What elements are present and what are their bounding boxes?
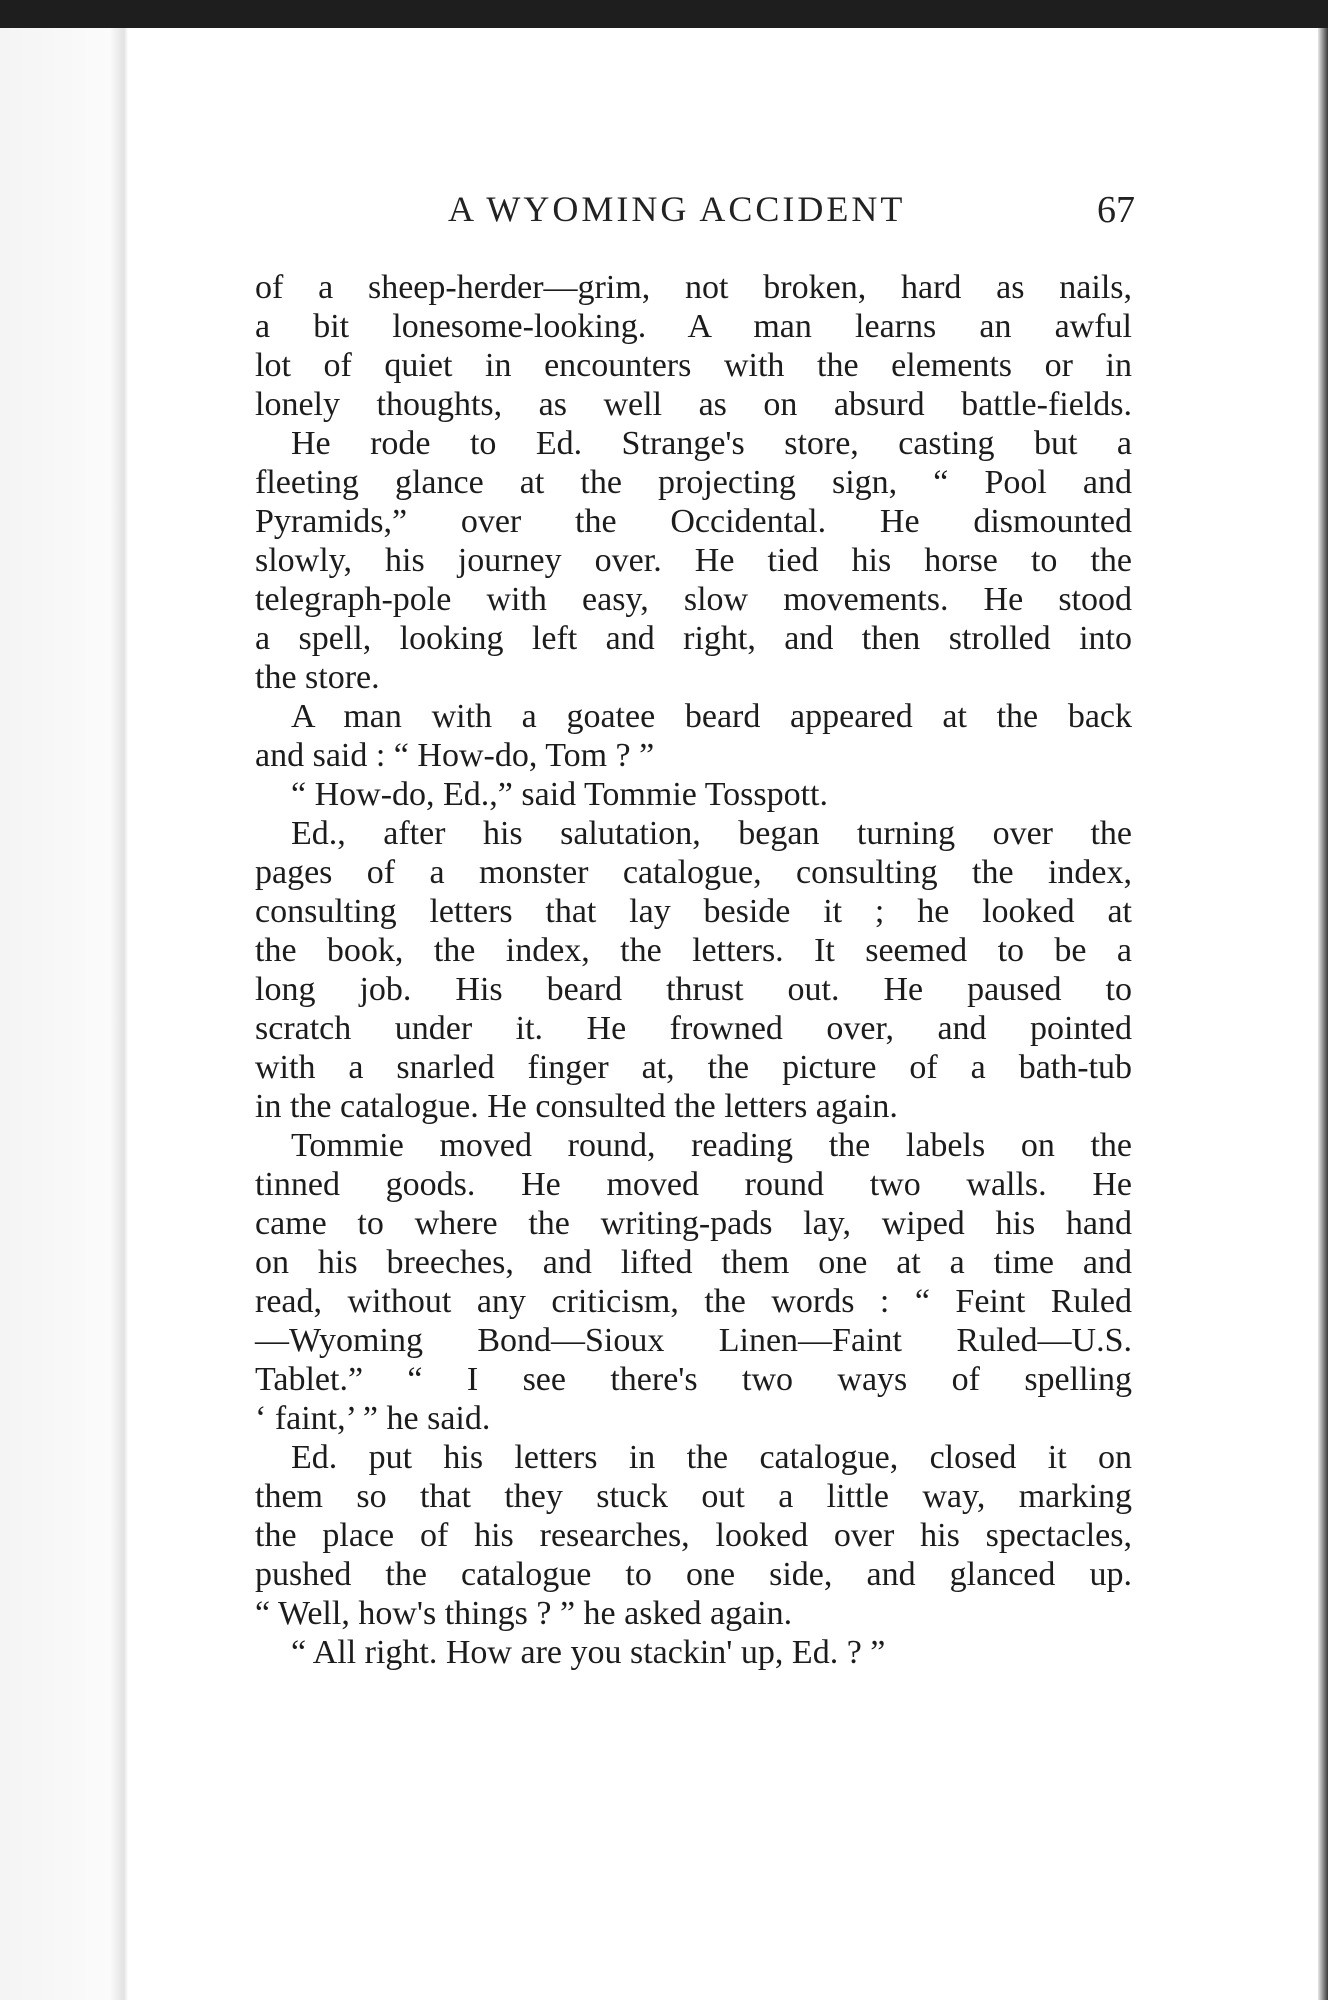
text-line: on his breeches, and lifted them one at a time and [255,1244,1132,1281]
text-line: the place of his researches, looked over his spectacles, [255,1517,1132,1554]
text-line: read, without any criticism, the words : “ Feint Ruled [255,1283,1132,1320]
text-line: “ All right. How are you stackin' up, Ed. ? ” [291,1634,886,1671]
text-line: Ed. put his letters in the catalogue, closed it on [291,1439,1132,1476]
text-line: Pyramids,” over the Occidental. He dismounted [255,503,1132,540]
text-line: ‘ faint,’ ” he said. [255,1400,491,1437]
text-line: slowly, his journey over. He tied his horse to the [255,542,1132,579]
running-head [255,188,1135,238]
text-line: Ed., after his salutation, began turning over the [291,815,1132,852]
text-line: in the catalogue. He consulted the letters again. [255,1088,898,1125]
text-line: long job. His beard thrust out. He paused to [255,971,1132,1008]
text-line: telegraph-pole with easy, slow movements. He stood [255,581,1132,618]
text-line: consulting letters that lay beside it ; he looked at [255,893,1132,930]
page-number: 67 [1097,189,1135,231]
text-line: “ How-do, Ed.,” said Tommie Tosspott. [291,776,828,813]
text-line: of a sheep-herder—grim, not broken, hard as nails, [255,269,1132,306]
text-line: them so that they stuck out a little way, marking [255,1478,1132,1515]
text-line: fleeting glance at the projecting sign, “ Pool and [255,464,1132,501]
text-line: and said : “ How-do, Tom ? ” [255,737,655,774]
text-line: the store. [255,659,380,696]
text-line: pages of a monster catalogue, consulting the index, [255,854,1132,891]
text-line: Tablet.” “ I see there's two ways of spelling [255,1361,1132,1398]
text-line: a bit lonesome-looking. A man learns an awful [255,308,1132,345]
text-line: tinned goods. He moved round two walls. He [255,1166,1132,1203]
text-line: —Wyoming Bond—Sioux Linen—Faint Ruled—U.S. [255,1322,1132,1359]
text-line: the book, the index, the letters. It seemed to be a [255,932,1132,969]
body-text [255,268,1132,1672]
text-line: scratch under it. He frowned over, and pointed [255,1010,1132,1047]
text-line: He rode to Ed. Strange's store, casting but a [291,425,1132,462]
text-line: a spell, looking left and right, and then strolled into [255,620,1132,657]
text-line: pushed the catalogue to one side, and glanced up. [255,1556,1132,1593]
text-line: with a snarled finger at, the picture of a bath-tub [255,1049,1132,1086]
text-line: lonely thoughts, as well as on absurd battle-fields. [255,386,1132,423]
text-line: A man with a goatee beard appeared at the back [291,698,1132,735]
chapter-title: A WYOMING ACCIDENT [448,189,906,229]
text-line: lot of quiet in encounters with the elements or in [255,347,1132,384]
text-line: “ Well, how's things ? ” he asked again. [255,1595,793,1632]
page-gutter [0,28,128,2000]
text-line: came to where the writing-pads lay, wiped his hand [255,1205,1132,1242]
page-edge-shadow [1318,28,1328,2000]
text-line: Tommie moved round, reading the labels on the [291,1127,1132,1164]
